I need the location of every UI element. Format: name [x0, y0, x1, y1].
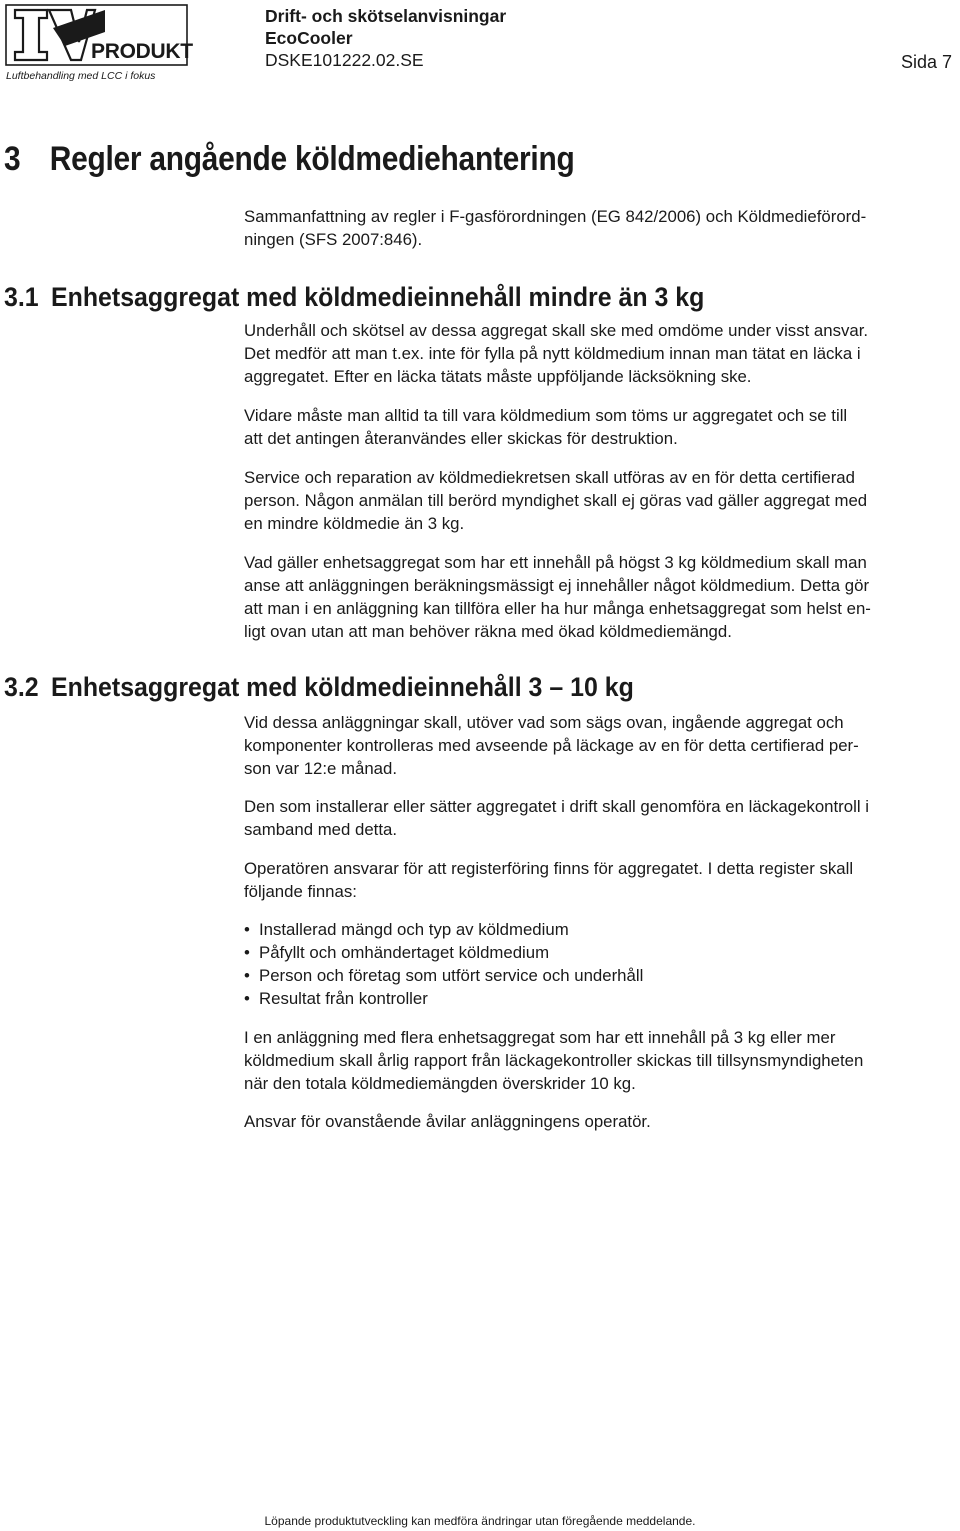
text-line: följande finnas: [244, 882, 357, 901]
document-info [265, 5, 506, 71]
section-3-1-paragraph-3 [244, 466, 956, 535]
text-line: samband med detta. [244, 820, 397, 839]
text-line: person. Någon anmälan till berörd myndighet skall ej göras vad gäller aggregat med [244, 491, 868, 510]
text-line: Service och reparation av köldmediekretsen skall utföras av en för detta certifierad [244, 468, 855, 487]
page-header [0, 0, 960, 90]
section-3-2-number: 3.2 [4, 672, 39, 702]
section-3-2-paragraph-5 [244, 1110, 956, 1133]
text-line: Underhåll och skötsel av dessa aggregat skall ske med omdöme under visst ansvar. [244, 321, 869, 340]
doc-number: DSKE101222.02.SE [265, 50, 424, 70]
register-requirements-list [244, 918, 956, 1010]
text-line: Vidare måste man alltid ta till vara köldmedium som töms ur aggregatet och se till [244, 406, 848, 425]
logo-brand-text: PRODUKT [91, 40, 193, 63]
bullet-icon: • [244, 943, 250, 962]
text-line: Vid dessa anläggningar skall, utöver vad som sägs ovan, ingående aggregat och [244, 713, 844, 732]
bullet-icon: • [244, 989, 250, 1008]
section-3-2-paragraph-3 [244, 857, 956, 903]
section-3-1-number: 3.1 [4, 282, 39, 312]
section-3-1-paragraph-1 [244, 319, 956, 388]
section-3-title: Regler angående köldmediehantering [49, 140, 575, 178]
footer-disclaimer: Löpande produktutveckling kan medföra ändringar utan föregående meddelande. [264, 1514, 696, 1528]
section-3-1-heading [4, 282, 704, 313]
list-item [244, 941, 956, 964]
text-line: ligt ovan utan att man behöver räkna med ökad köldmediemängd. [244, 622, 732, 641]
bullet-icon: • [244, 920, 250, 939]
text-line: köldmedium skall årlig rapport från läckagekontroller skickas till tillsynsmyndigheten [244, 1051, 864, 1070]
text-line: Det medför att man t.ex. inte för fylla på nytt köldmedium innan man tätat en läcka i [244, 344, 861, 363]
list-item-text: Installerad mängd och typ av köldmedium [259, 920, 569, 939]
section-3-heading [4, 140, 574, 179]
product-name: EcoCooler [265, 28, 353, 48]
section-3-2-title: Enhetsaggregat med köldmedieinnehåll 3 – 10 kg [51, 672, 634, 702]
logo-tagline: Luftbehandling med LCC i fokus [6, 70, 156, 82]
text-line: en mindre köldmedie än 3 kg. [244, 514, 465, 533]
section-3-1-paragraph-4 [244, 551, 956, 643]
list-item [244, 987, 956, 1010]
text-line: komponenter kontrolleras med avseende på läckage av en för detta certifierad per- [244, 736, 859, 755]
text-line: I en anläggning med flera enhetsaggregat som har ett innehåll på 3 kg eller mer [244, 1028, 836, 1047]
text-line: Ansvar för ovanstående åvilar anläggningens operatör. [244, 1112, 651, 1131]
text-line: ningen (SFS 2007:846). [244, 230, 423, 249]
company-logo [5, 4, 193, 86]
text-line: aggregatet. Efter en läcka tätats måste uppföljande läcksökning ske. [244, 367, 752, 386]
section-3-2-heading [4, 672, 634, 703]
list-item-text: Påfyllt och omhändertaget köldmedium [259, 943, 550, 962]
section-3-intro [244, 205, 956, 251]
section-3-1-title: Enhetsaggregat med köldmedieinnehåll mindre än 3 kg [51, 282, 705, 312]
section-3-number: 3 [4, 140, 21, 178]
text-line: att man i en anläggning kan tillföra eller ha hur många enhetsaggregat som helst en- [244, 599, 871, 618]
list-item-text: Person och företag som utfört service och underhåll [259, 966, 644, 985]
text-line: Vad gäller enhetsaggregat som har ett innehåll på högst 3 kg köldmedium skall man [244, 553, 867, 572]
list-item [244, 964, 956, 987]
page-number: Sida 7 [900, 52, 952, 72]
section-3-2-paragraph-4 [244, 1026, 956, 1095]
text-line: Sammanfattning av regler i F-gasförordningen (EG 842/2006) och Köldmedieförord- [244, 207, 867, 226]
section-3-1-paragraph-2 [244, 404, 956, 450]
bullet-icon: • [244, 966, 250, 985]
text-line: när den totala köldmediemängden överskrider 10 kg. [244, 1074, 636, 1093]
text-line: anse att anläggningen beräkningsmässigt ej innehåller något köldmedium. Detta gör [244, 576, 870, 595]
doc-title: Drift- och skötselanvisningar [265, 6, 507, 26]
list-item-text: Resultat från kontroller [259, 989, 428, 1008]
section-3-2-paragraph-2 [244, 795, 956, 841]
text-line: Operatören ansvarar för att registerföring finns för aggregatet. I detta register skall [244, 859, 854, 878]
page-footer [0, 1514, 960, 1528]
section-3-2-paragraph-1 [244, 711, 956, 780]
text-line: att det antingen återanvändes eller skickas för destruktion. [244, 429, 678, 448]
text-line: son var 12:e månad. [244, 759, 397, 778]
list-item [244, 918, 956, 941]
text-line: Den som installerar eller sätter aggregatet i drift skall genomföra en läckagekontroll i [244, 797, 869, 816]
